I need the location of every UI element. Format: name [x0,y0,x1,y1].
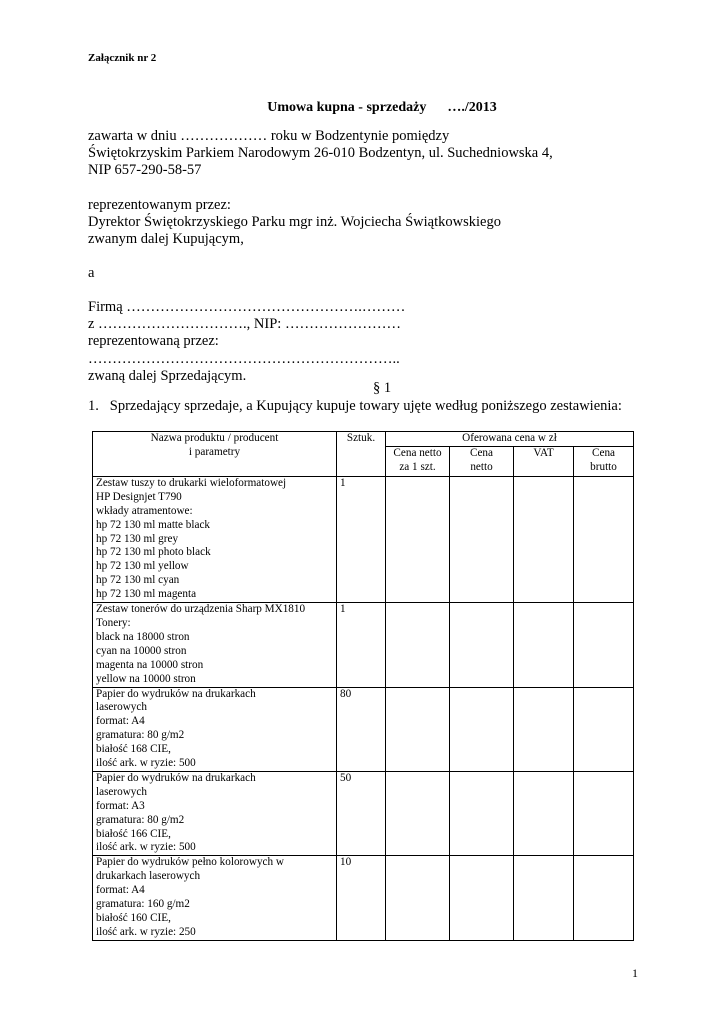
product-line: drukarkach laserowych [96,870,201,883]
product-line: gramatura: 80 g/m2 [96,729,185,742]
product-line: format: A4 [96,715,145,728]
header-net-price [450,446,514,476]
quantity-cell: 50 [337,771,386,855]
product-line: ilość ark. w ryzie: 500 [96,841,196,854]
seller-line: reprezentowaną przez: [88,333,219,350]
product-line: białość 160 CIE, [96,912,171,924]
header-product-name-line: i parametry [188,445,241,458]
product-description [93,476,337,602]
gross-price-cell[interactable] [574,687,634,771]
header-net-unit-price [386,446,450,476]
product-line: laserowych [96,785,147,798]
table-row [93,603,634,687]
gross-price-cell[interactable] [574,476,634,602]
product-description [93,687,337,771]
net-price-cell[interactable] [450,476,514,602]
intro-line: NIP 657-290-58-57 [88,162,202,179]
product-line: hp 72 130 ml cyan [96,574,180,587]
header-net-unit-line: za 1 szt. [399,460,436,473]
product-line: laserowych [96,701,147,714]
product-line: Papier do wydruków pełno kolorowych w [96,856,284,869]
seller-line: ……………………………………………………….. [88,350,400,367]
product-line: wkłady atramentowe: [96,504,193,517]
gross-price-cell[interactable] [574,856,634,940]
product-line: Tonery: [96,616,131,629]
intro-line: zawarta w dniu ……………… roku w Bodzentynie pomiędzy [88,128,450,144]
seller-block [88,299,648,385]
header-offered-price: Oferowana cena w zł [386,432,634,447]
product-line: hp 72 130 ml yellow [96,560,189,573]
product-description [93,856,337,940]
product-line: format: A3 [96,799,145,812]
net-unit-price-cell[interactable] [386,603,450,687]
intro-line: Świętokrzyskim Parkiem Narodowym 26-010 Bodzentyn, ul. Suchedniowska 4, [88,145,553,162]
gross-price-cell[interactable] [574,603,634,687]
vat-cell[interactable] [514,476,574,602]
table-row [93,476,634,602]
net-unit-price-cell[interactable] [386,476,450,602]
seller-line: zwaną dalej Sprzedającym. [88,367,247,384]
header-net-line: netto [470,460,493,473]
represented-line: zwanym dalej Kupującym, [88,231,244,248]
header-net-unit-line: Cena netto [393,446,442,459]
vat-cell[interactable] [514,687,574,771]
header-gross-line: Cena [592,446,616,459]
product-line: black na 18000 stron [96,630,190,643]
product-line: Zestaw tonerów do urządzenia Sharp MX1810 [96,603,306,616]
buyer-representation-block [88,197,648,249]
vat-cell[interactable] [514,856,574,940]
quantity-cell: 10 [337,856,386,940]
product-line: format: A4 [96,884,145,897]
conjunction-text: a [88,265,95,281]
product-line: Papier do wydruków na drukarkach [96,687,256,700]
represented-line: Dyrektor Świętokrzyskiego Parku mgr inż. Wojciecha Świątkowskiego [88,214,501,231]
intro-block [88,128,648,180]
gross-price-cell[interactable] [574,771,634,855]
clause-1: 1. Sprzedający sprzedaje, a Kupujący kupuje towary ujęte według poniższego zestawienia: [88,398,622,414]
header-quantity: Sztuk. [337,432,386,477]
quantity-cell: 1 [337,603,386,687]
product-line: hp 72 130 ml magenta [96,588,197,601]
product-line: ilość ark. w ryzie: 500 [96,757,196,770]
products-table [92,431,634,941]
product-line: hp 72 130 ml matte black [96,518,211,531]
product-line: białość 166 CIE, [96,827,171,840]
table-row [93,856,634,940]
product-line: hp 72 130 ml grey [96,532,179,545]
header-gross-price [574,446,634,476]
quantity-cell: 1 [337,476,386,602]
seller-line: z …………………………., NIP: …………………… [88,316,401,333]
product-line: magenta na 10000 stron [96,658,204,671]
contract-title: Umowa kupna - sprzedaży …./2013 [267,100,497,115]
net-unit-price-cell[interactable] [386,687,450,771]
product-description [93,771,337,855]
quantity-cell: 80 [337,687,386,771]
header-net-line: Cena [470,446,493,459]
net-price-cell[interactable] [450,771,514,855]
net-price-cell[interactable] [450,856,514,940]
section-sign: § 1 [372,380,392,396]
product-description [93,603,337,687]
product-line: ilość ark. w ryzie: 250 [96,925,196,938]
product-line: gramatura: 80 g/m2 [96,813,185,826]
header-product-name [93,432,337,477]
vat-cell[interactable] [514,603,574,687]
seller-line: Firmą ………………………………………….……… [88,299,406,315]
product-line: gramatura: 160 g/m2 [96,898,190,911]
header-product-name-line: Nazwa produktu / producent [150,432,279,444]
vat-cell[interactable] [514,771,574,855]
annex-label: Załącznik nr 2 [88,52,157,64]
net-unit-price-cell[interactable] [386,856,450,940]
product-line: Zestaw tuszy to drukarki wieloformatowej [96,476,287,489]
product-line: yellow na 10000 stron [96,672,196,685]
product-line: Papier do wydruków na drukarkach [96,771,256,784]
page-number: 1 [632,966,638,980]
table-row [93,771,634,855]
net-unit-price-cell[interactable] [386,771,450,855]
product-line: hp 72 130 ml photo black [96,546,211,559]
net-price-cell[interactable] [450,603,514,687]
table-row [93,687,634,771]
product-line: białość 168 CIE, [96,743,171,756]
header-vat: VAT [514,446,574,476]
represented-line: reprezentowanym przez: [88,197,231,213]
product-line: cyan na 10000 stron [96,644,187,657]
header-gross-line: brutto [590,460,617,473]
net-price-cell[interactable] [450,687,514,771]
product-line: HP Designjet T790 [96,490,182,503]
